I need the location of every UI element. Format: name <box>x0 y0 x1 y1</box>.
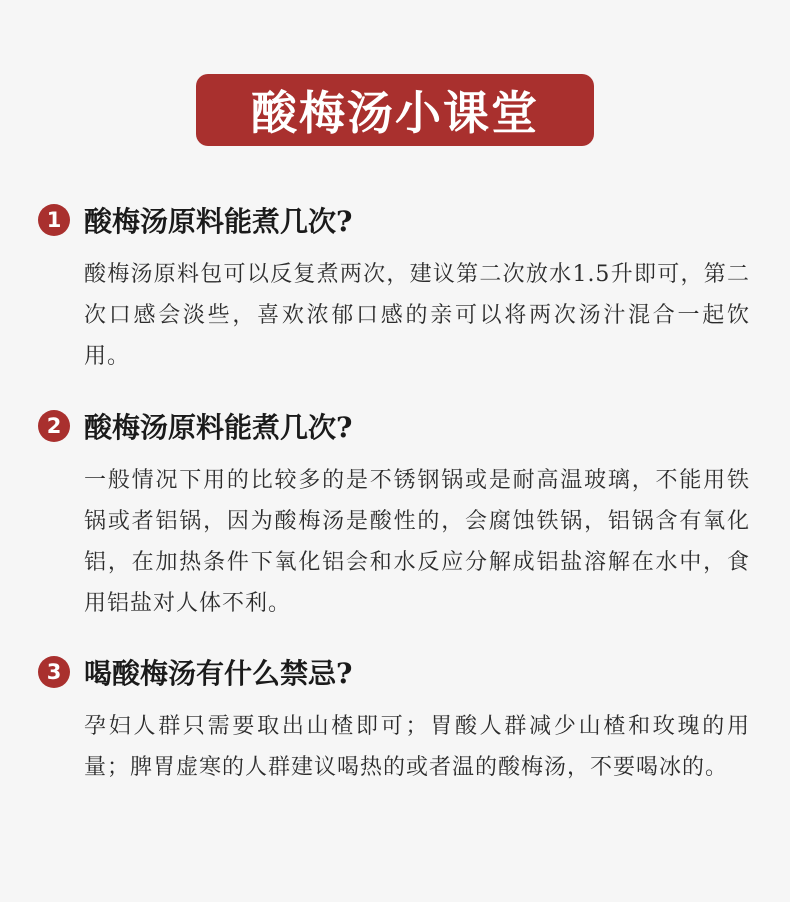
question-row <box>38 200 758 240</box>
question-heading: 酸梅汤原料能煮几次? <box>84 205 353 238</box>
answer-text: 孕妇人群只需要取出山楂即可；胃酸人群减少山楂和玫瑰的用量；脾胃虚寒的人群建议喝热的或者温的酸梅汤，不要喝冰的。 <box>84 714 750 780</box>
faq-section-2 <box>38 406 758 624</box>
number-badge: 1 <box>38 204 70 236</box>
question-heading: 酸梅汤原料能煮几次? <box>84 411 353 444</box>
question-row <box>38 652 758 692</box>
question-row <box>38 406 758 446</box>
answer-text: 一般情况下用的比较多的是不锈钢锅或是耐高温玻璃，不能用铁锅或者铝锅，因为酸梅汤是酸性的，会腐蚀铁锅，铝锅含有氧化铝，在加热条件下氧化铝会和水反应分解成铝盐溶解在水中，食用铝盐对人体不利。 <box>84 468 750 616</box>
number-badge: 3 <box>38 656 70 688</box>
question-heading: 喝酸梅汤有什么禁忌? <box>84 657 353 690</box>
answer-text: 酸梅汤原料包可以反复煮两次，建议第二次放水1.5升即可，第二次口感会淡些，喜欢浓郁口感的亲可以将两次汤汁混合一起饮用。 <box>84 262 750 369</box>
page-title-badge <box>196 74 594 146</box>
faq-section-3 <box>38 652 758 788</box>
number-badge: 2 <box>38 410 70 442</box>
page-title: 酸梅汤小课堂 <box>251 86 539 140</box>
faq-section-1 <box>38 200 758 377</box>
